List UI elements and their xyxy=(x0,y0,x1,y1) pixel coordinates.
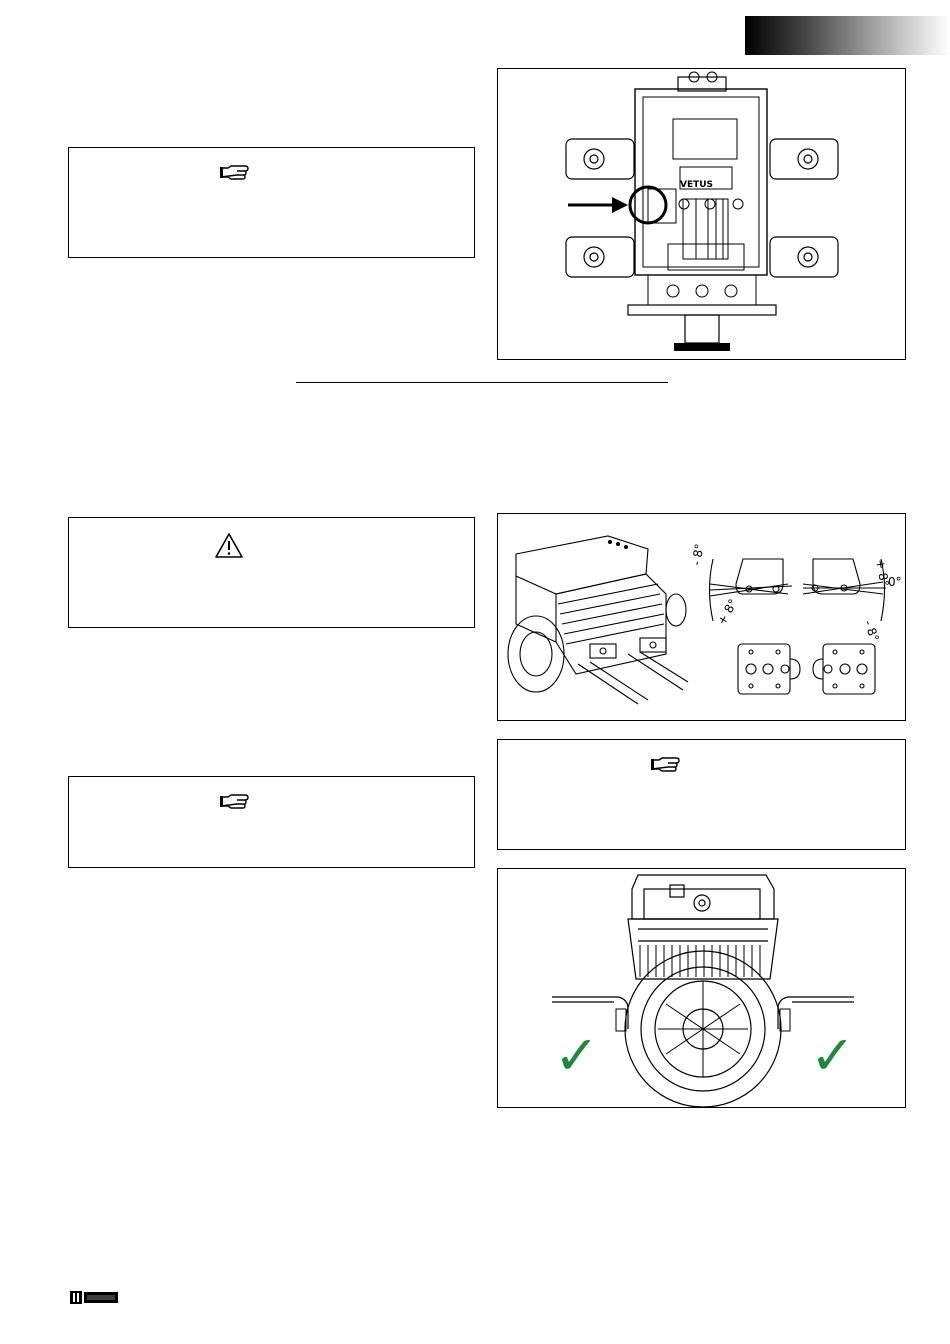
svg-text:+ 8°: + 8° xyxy=(714,596,741,628)
check-mark-right: ✓ xyxy=(810,1024,856,1087)
figure-motor-top-view xyxy=(497,68,906,360)
svg-text:+ 8°: + 8° xyxy=(873,558,892,588)
warning-box xyxy=(68,517,475,628)
pointing-hand-icon xyxy=(219,793,253,811)
pointing-hand-icon xyxy=(650,756,684,774)
svg-text:- 8°: - 8° xyxy=(861,618,882,644)
figure-mounting-angles xyxy=(497,513,906,721)
check-mark-left: ✓ xyxy=(554,1024,600,1087)
warning-triangle-icon xyxy=(214,532,244,559)
note-box-2 xyxy=(497,739,906,850)
vetus-logo xyxy=(70,1291,92,1304)
note-box-3 xyxy=(68,776,475,868)
section-tab xyxy=(745,16,950,55)
svg-text:VETUS: VETUS xyxy=(680,180,714,190)
zero-angle-label: 0° xyxy=(888,575,902,589)
section-divider xyxy=(296,382,668,383)
figure-motor-front-view xyxy=(497,868,906,1108)
note-box-1 xyxy=(68,147,475,258)
svg-text:- 8°: - 8° xyxy=(689,542,707,567)
pointing-hand-icon xyxy=(219,164,253,182)
